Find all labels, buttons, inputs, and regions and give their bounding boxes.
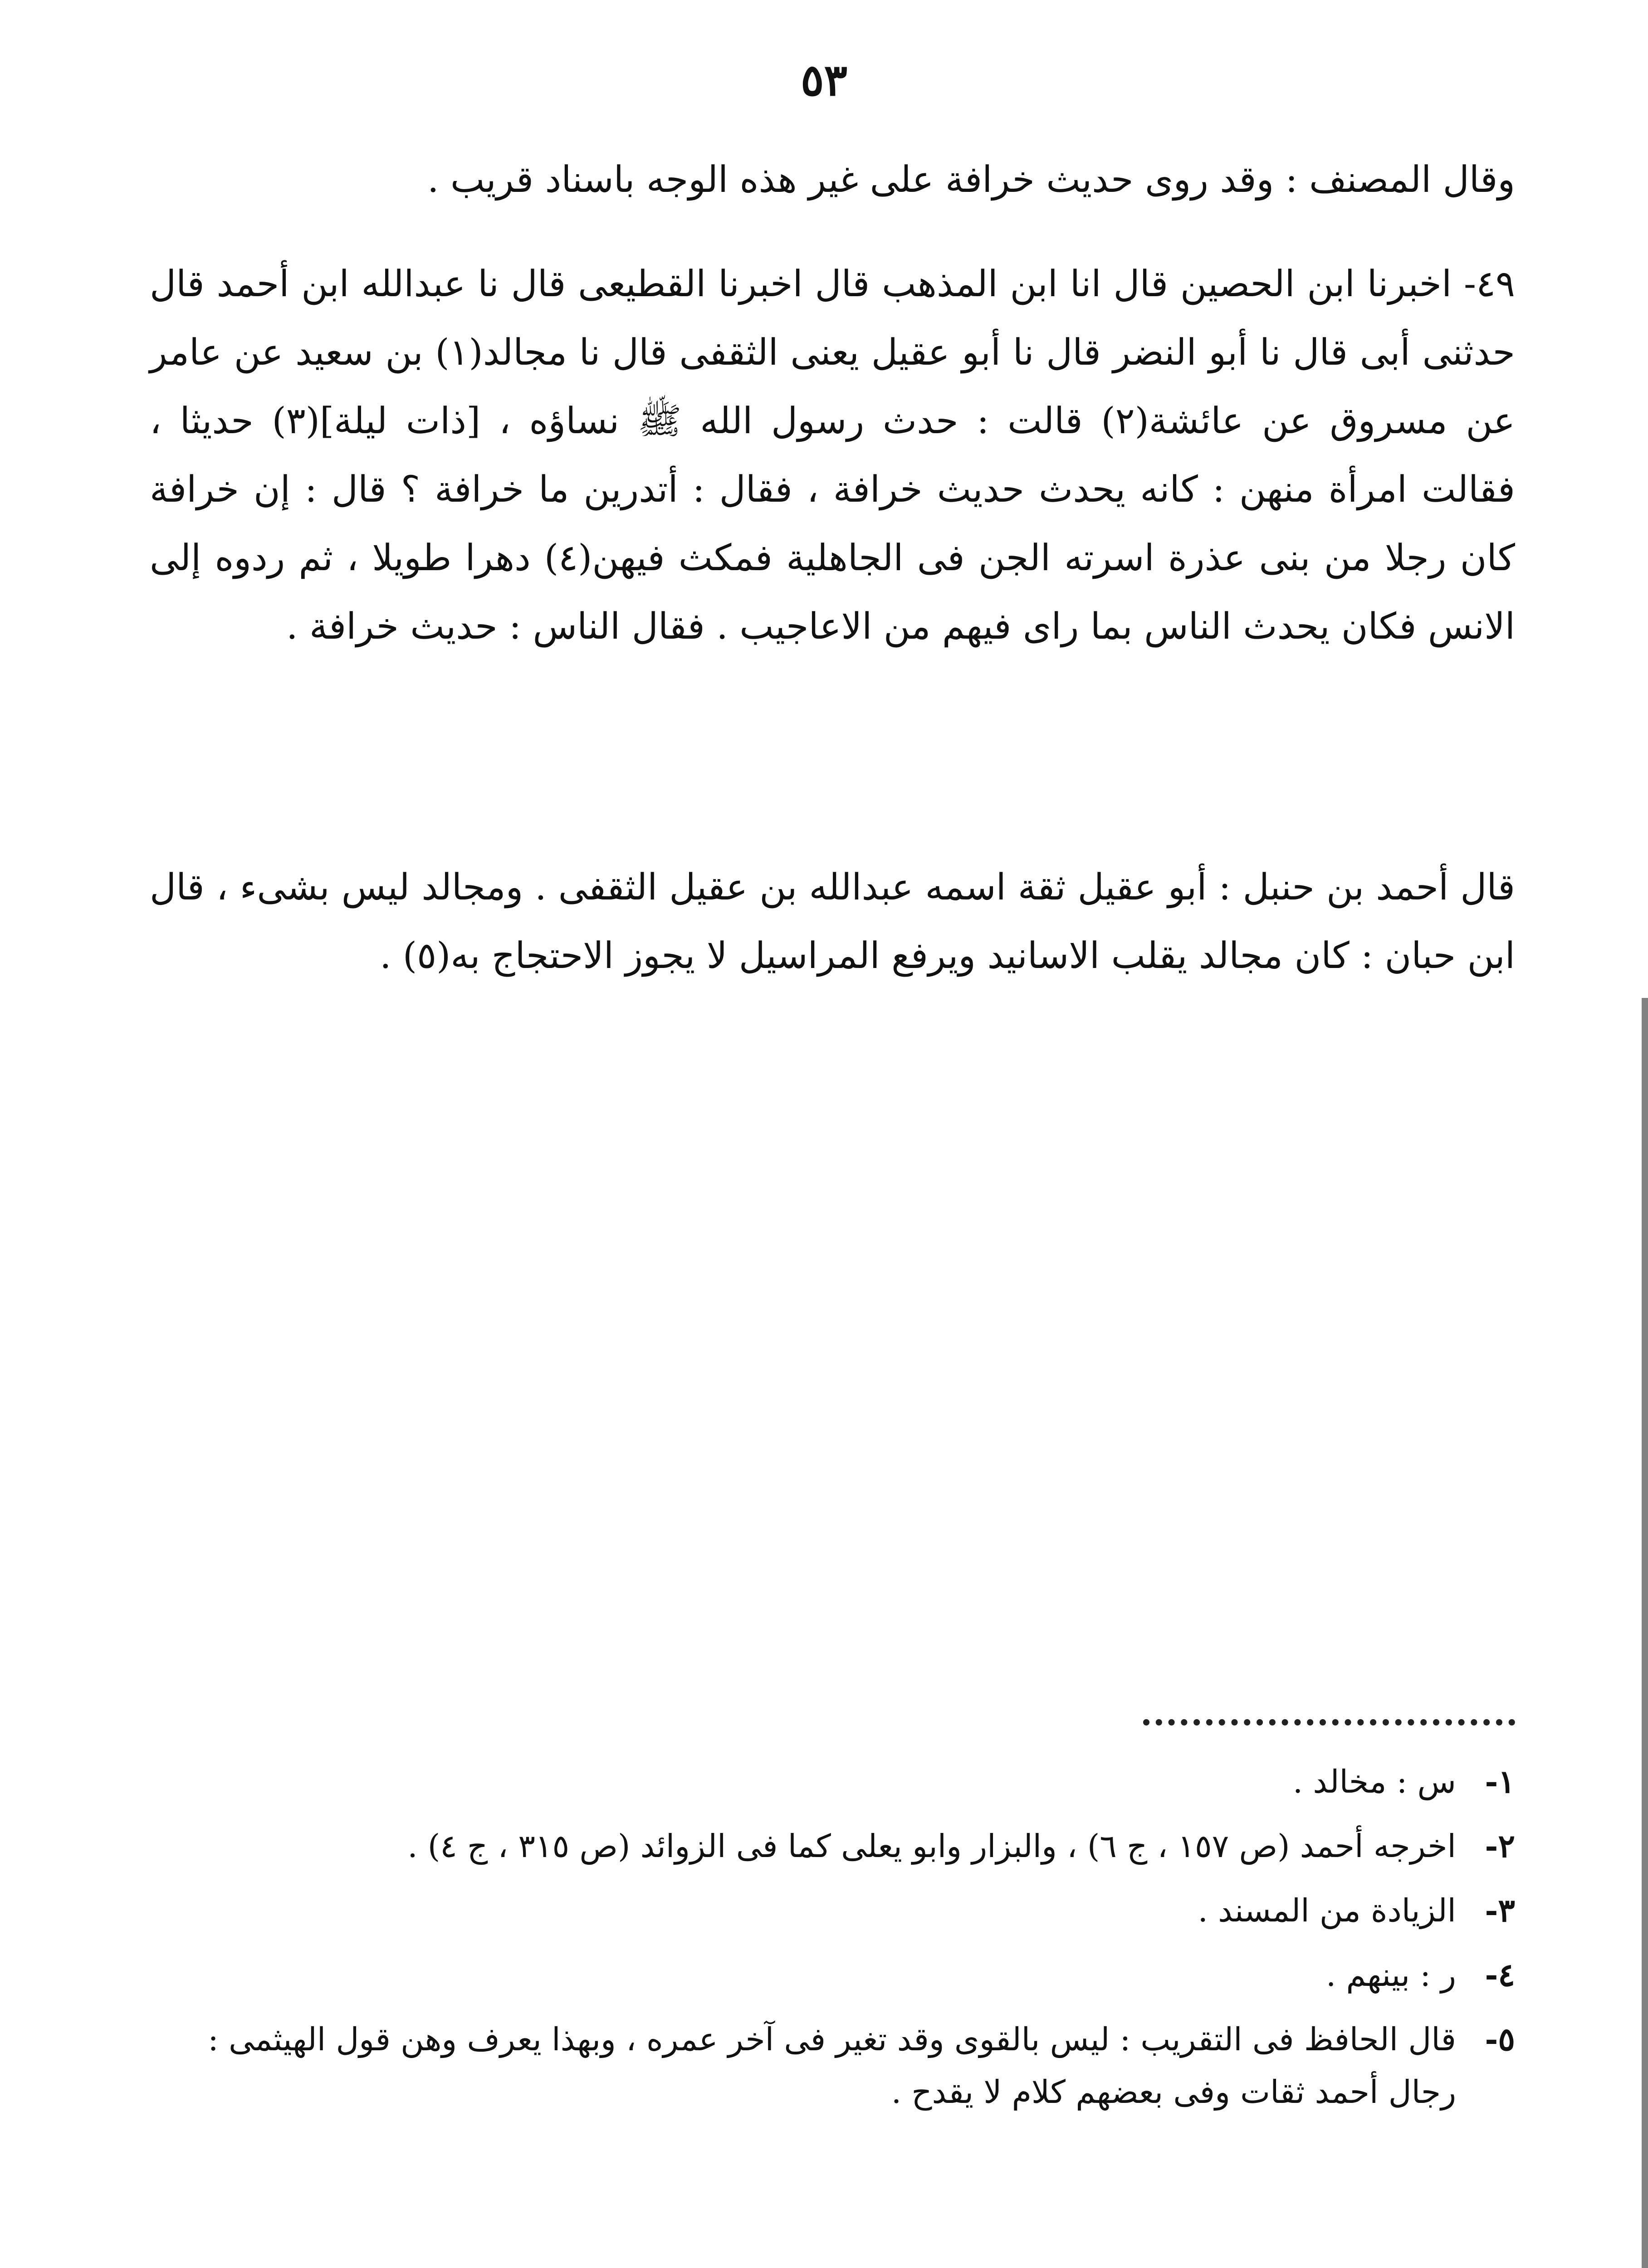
author-remark-paragraph: وقال المصنف : وقد روى حديث خرافة على غير هذه الوجه باسناد قريب .	[427, 158, 1515, 200]
narrator-assessment-paragraph: قال أحمد بن حنبل : أبو عقيل ثقة اسمه عبدالله بن عقيل الثقفى . ومجالد ليس بشىء ، قال ابن حبان : كان مجالد يقلب الاسانيد ويرفع المراسيل لا يجوز الاحتجاج به(٥) .	[150, 866, 1515, 977]
footnote-item	[150, 1820, 1515, 1872]
footnote-number: ٤-	[1485, 1956, 1515, 1994]
page-number: ٥٣	[800, 54, 848, 106]
footnote-text: قال الحافظ فى التقريب : ليس بالقوى وقد تغير فى آخر عمره ، وبهذا يعرف وهن قول الهيثمى : رجال أحمد ثقات وفى بعضهم كلام لا يقدح .	[208, 2021, 1456, 2111]
footnote-item	[150, 1949, 1515, 2001]
footnote-text: س : مخالد .	[1292, 1763, 1456, 1800]
footnote-text: ر : بينهم .	[1326, 1956, 1456, 1994]
footnote-separator	[1143, 1719, 1515, 1725]
scan-edge-line	[1642, 998, 1648, 2268]
footnote-text: اخرجه أحمد (ص ١٥٧ ، ج ٦) ، والبزار وابو يعلى كما فى الزوائد (ص ٣١٥ ، ج ٤) .	[407, 1828, 1456, 1865]
footnote-text: الزيادة من المسند .	[1198, 1892, 1456, 1929]
footnote-item	[150, 1884, 1515, 1937]
hadith-49-paragraph: ٤٩- اخبرنا ابن الحصين قال انا ابن المذهب قال اخبرنا القطيعى قال نا عبدالله ابن أحمد قال حدثنى أبى قال نا أبو النضر قال نا أبو عقيل يعنى الثقفى قال نا مجالد(١) بن سعيد عن عامر عن مسروق عن عائشة(٢) قالت : حدث رسول الله ﷺ نساؤه ، [ذات ليلة](٣) حديثا ، فقالت امرأة منهن : كانه يحدث حديث خرافة ، فقال : أتدرين ما خرافة ؟ قال : إن خرافة كان رجلا من بنى عذرة اسرته الجن فى الجاهلية فمكث فيهن(٤) دهرا طويلا ، ثم ردوه إلى الانس فكان يحدث الناس بما راى فيهم من الاعاجيب . فقال الناس : حديث خرافة .	[150, 263, 1516, 647]
footnotes-list	[150, 1755, 1515, 2130]
footnote-number: ٣-	[1485, 1892, 1515, 1929]
footnote-number: ٢-	[1485, 1827, 1515, 1865]
footnote-number: ٥-	[1485, 2020, 1515, 2058]
footnote-item	[150, 1755, 1515, 1808]
footnote-item	[150, 2013, 1515, 2118]
footnote-number: ١-	[1485, 1763, 1515, 1800]
